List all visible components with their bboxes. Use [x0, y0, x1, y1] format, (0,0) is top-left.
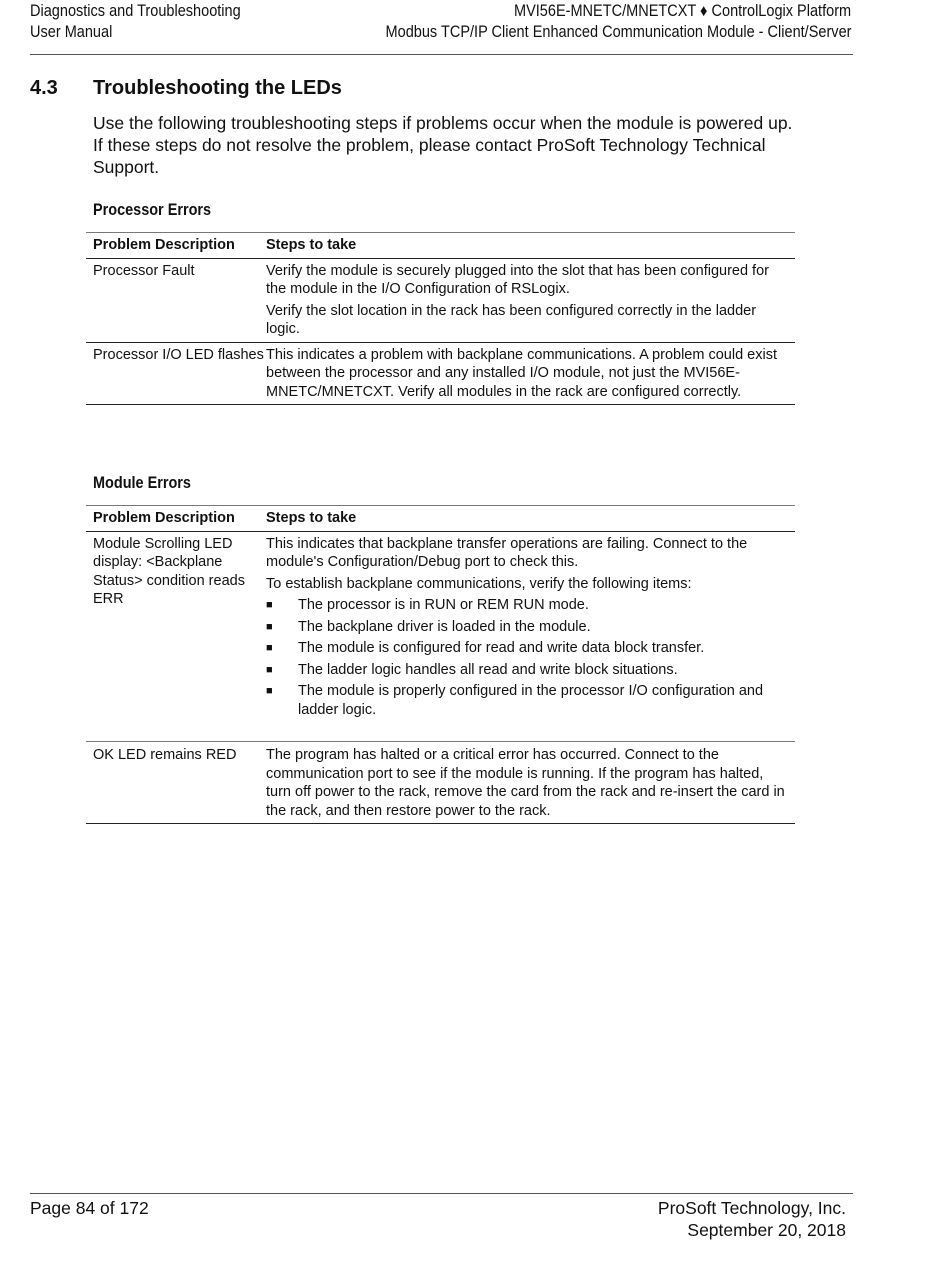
list-item: [266, 596, 791, 615]
bullet-icon: ■: [266, 642, 273, 654]
problem-cell: OK LED remains RED: [93, 747, 237, 763]
column-header-steps: Steps to take: [266, 510, 357, 526]
problem-cell: Processor Fault: [93, 262, 195, 279]
bullet-icon: ■: [266, 685, 273, 697]
table-header-row: [86, 505, 795, 532]
page-header: [30, 0, 853, 55]
table-row: [86, 742, 795, 824]
step-text: To establish backplane communications, verify the following items:: [266, 575, 692, 592]
list-item: [266, 618, 791, 637]
header-product-desc: Modbus TCP/IP Client Enhanced Communication Module - Client/Server: [385, 23, 851, 41]
steps-cell: [266, 262, 795, 339]
processor-errors-table: [86, 232, 795, 405]
company-name: ProSoft Technology, Inc.: [657, 1198, 846, 1218]
column-header-problem: Problem Description: [93, 510, 235, 526]
bullet-text: The backplane driver is loaded in the module.: [298, 618, 591, 635]
bullet-text: The module is configured for read and write data block transfer.: [298, 640, 705, 656]
module-errors-heading: Module Errors: [93, 473, 191, 492]
steps-cell: [266, 535, 795, 720]
bullet-text: The processor is in RUN or REM RUN mode.: [298, 597, 589, 613]
bullet-icon: ■: [266, 663, 273, 676]
problem-cell: Processor I/O LED flashes: [93, 346, 264, 363]
list-item: [266, 639, 791, 658]
publication-date: September 20, 2018: [687, 1220, 846, 1240]
bullet-icon: ■: [266, 620, 273, 633]
processor-errors-heading: Processor Errors: [93, 200, 212, 219]
page-footer: [30, 1193, 853, 1240]
column-header-steps: Steps to take: [266, 237, 357, 253]
step-text: Verify the module is securely plugged into the slot that has been configured for the module in the I/O Configuration of RSLogix.: [266, 262, 769, 297]
section-title: Troubleshooting the LEDs: [93, 77, 342, 99]
section-intro: Use the following troubleshooting steps if problems occur when the module is powered up. If these steps do not resolve the problem, please contact ProSoft Technology Technical Support.: [93, 113, 793, 177]
bullet-icon: ■: [266, 599, 273, 611]
list-item: [266, 661, 791, 680]
column-header-problem: Problem Description: [93, 237, 235, 253]
bullet-text: The module is properly configured in the processor I/O configuration and ladder logic.: [298, 683, 764, 718]
module-errors-table: [86, 505, 795, 824]
header-product: MVI56E-MNETC/MNETCXT ♦ ControlLogix Platform: [513, 2, 851, 20]
table-header-row: [86, 232, 795, 259]
step-text: This indicates that backplane transfer operations are failing. Connect to the module's Configuration/Debug port to check this.: [266, 535, 748, 570]
table-row: [86, 532, 795, 743]
table-row: [86, 343, 795, 406]
bullet-text: The ladder logic handles all read and write block situations.: [298, 661, 678, 678]
steps-cell: [266, 746, 795, 820]
page-number: Page 84 of 172: [30, 1198, 149, 1218]
section-number: 4.3: [30, 77, 58, 99]
table-row: [86, 259, 795, 343]
step-text: The program has halted or a critical error has occurred. Connect to the communication port to see if the module is running. If the program has halted, turn off power to the rack, remove the card from the rack and re-insert the card in the rack, and then restore power to the rack.: [266, 747, 785, 819]
problem-cell: Module Scrolling LED display: <Backplane Status> condition reads ERR: [93, 535, 245, 607]
step-text: This indicates a problem with backplane communications. A problem could exist between the processor and any installed I/O module, not just the MVI56E-MNETC/MNETCXT. Verify all modules in the rack are configured correctly.: [266, 346, 777, 400]
steps-cell: [266, 346, 795, 402]
header-chapter: Diagnostics and Troubleshooting: [30, 2, 241, 20]
header-doc-type: User Manual: [30, 23, 113, 41]
step-text: Verify the slot location in the rack has been configured correctly in the ladder logic.: [266, 302, 757, 337]
list-item: [266, 682, 791, 719]
